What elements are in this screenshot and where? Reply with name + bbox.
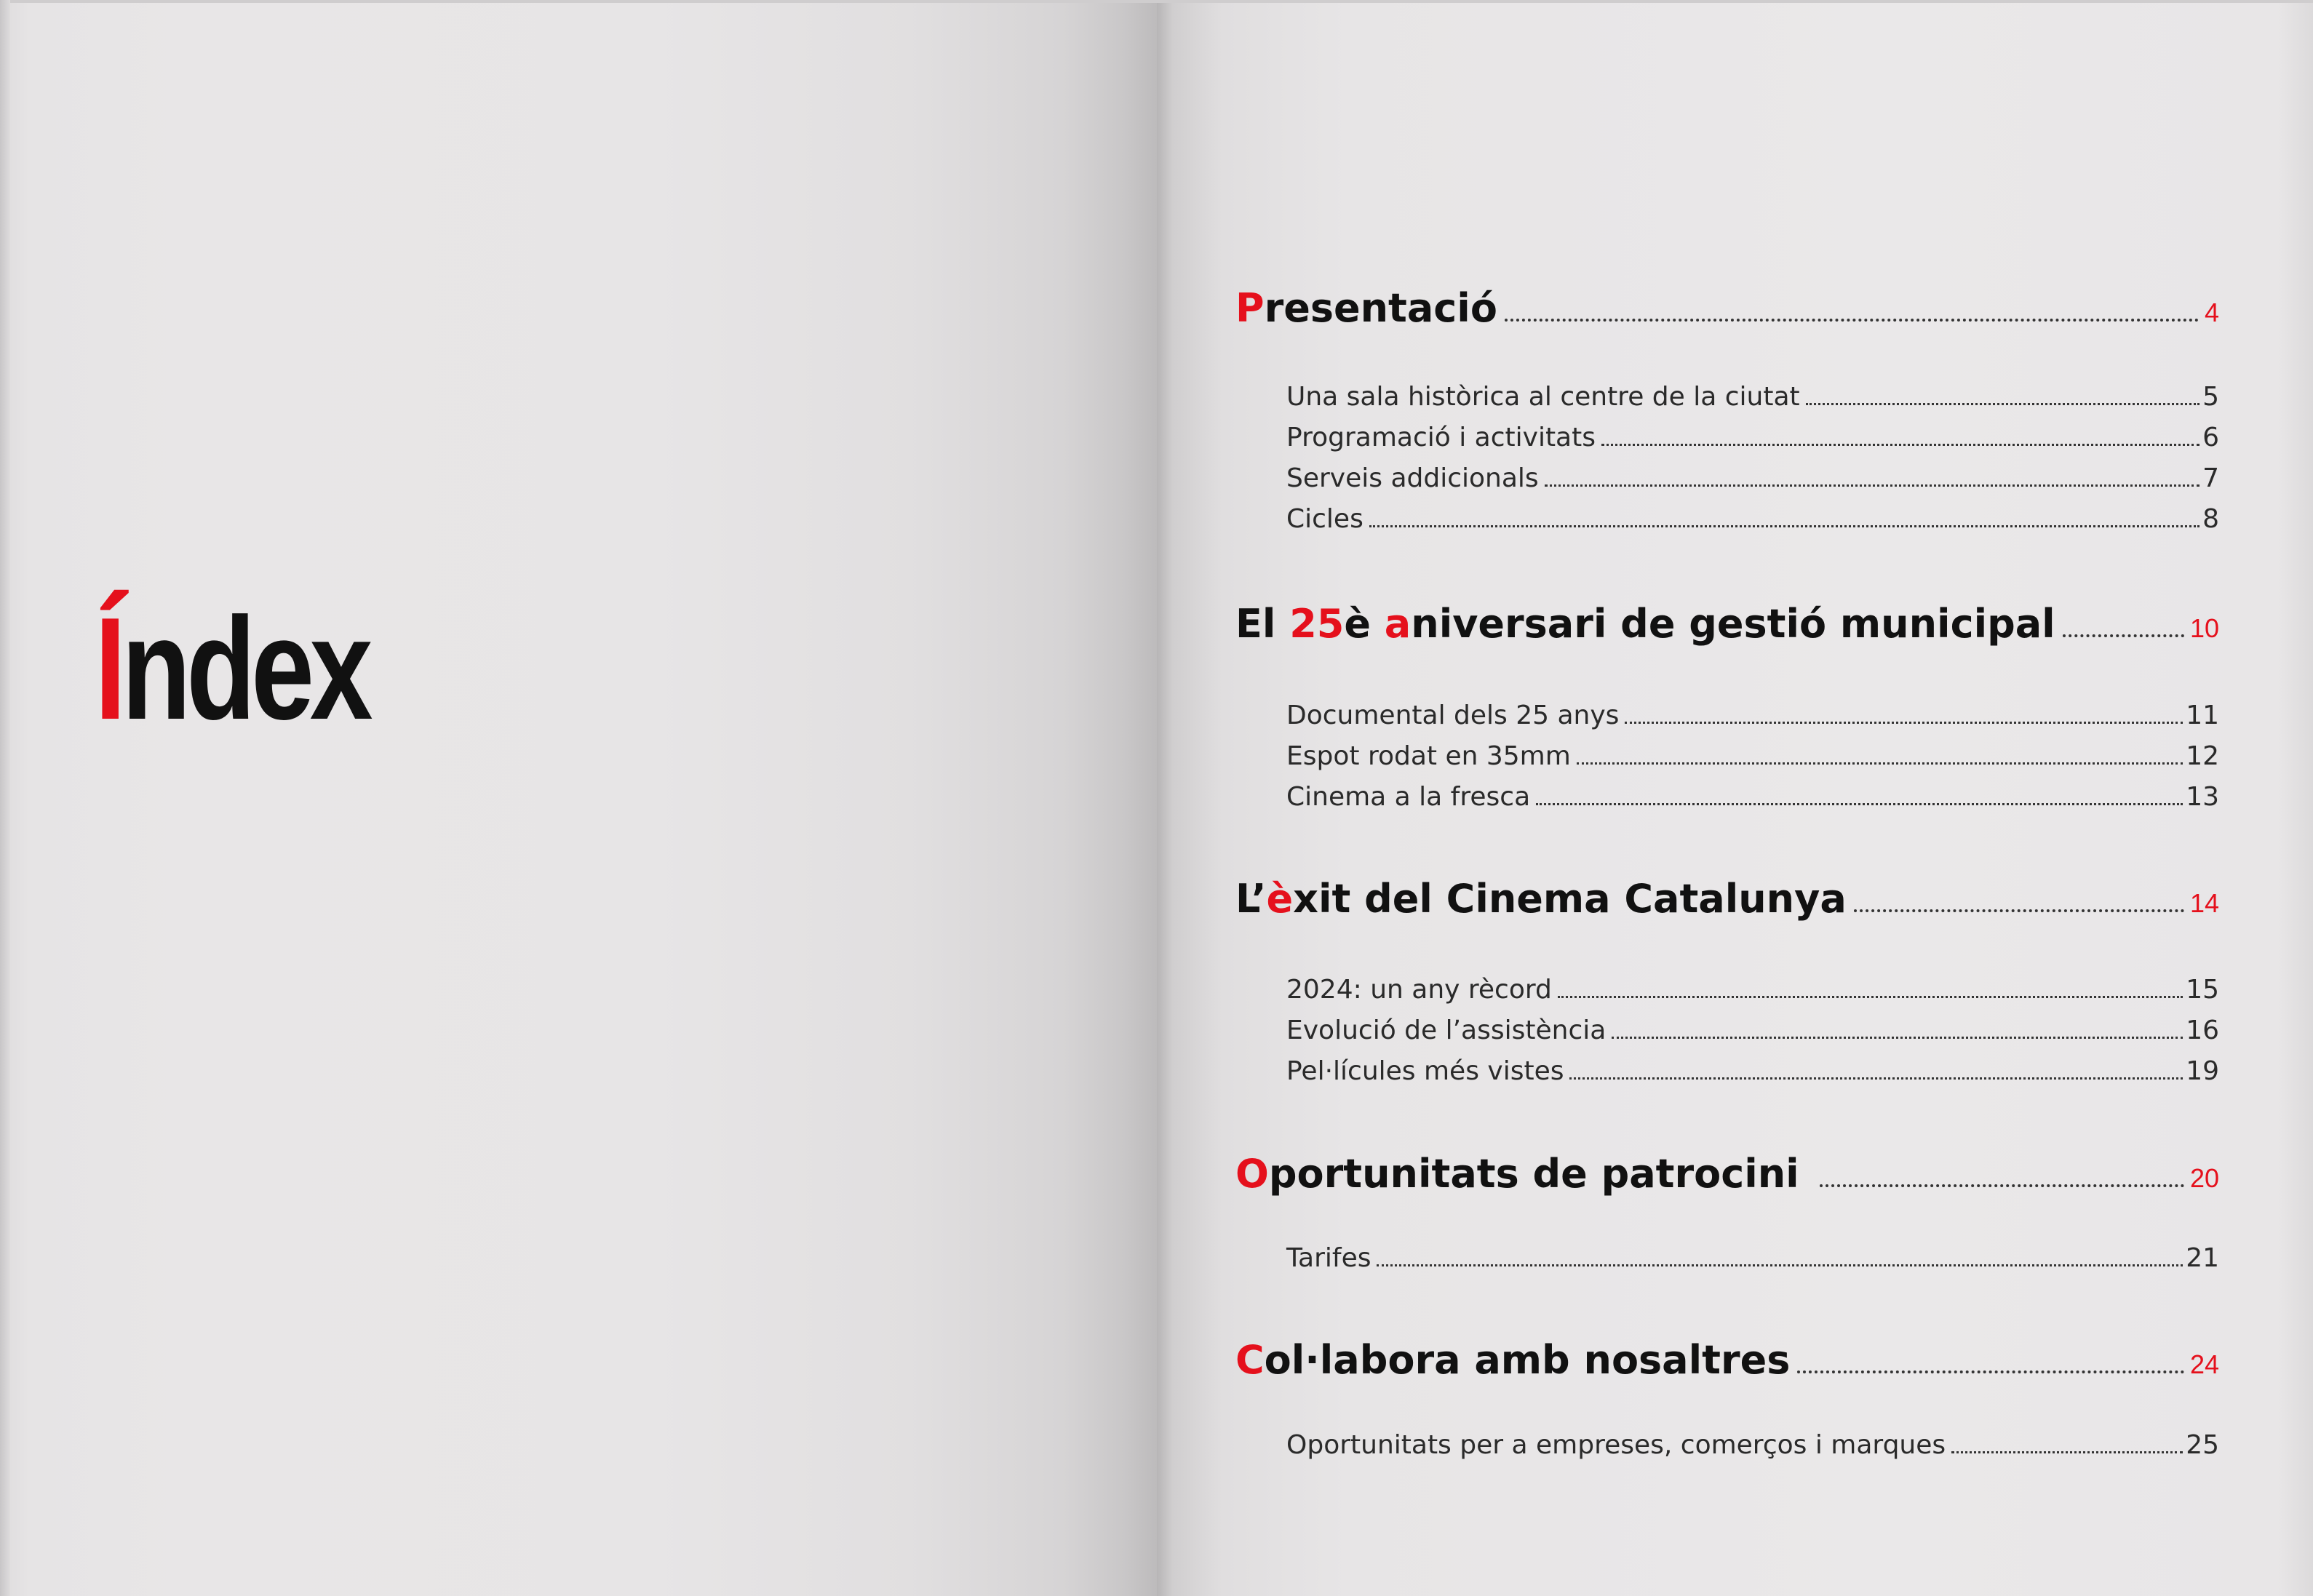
toc-entry-label: Evolució de l’assistència — [1286, 1016, 1607, 1045]
toc-heading[interactable] — [1235, 285, 2219, 331]
dot-leader — [1625, 722, 2183, 724]
toc-heading[interactable] — [1235, 876, 2219, 922]
toc-entry-page-number: 25 — [2186, 1430, 2219, 1460]
toc-entry-label: Programació i activitats — [1286, 423, 1596, 452]
dot-leader — [1951, 1451, 2183, 1453]
toc-entry-page-number: 21 — [2186, 1243, 2219, 1273]
toc-heading-title — [1235, 601, 2055, 647]
toc-entry-page-number: 19 — [2186, 1056, 2219, 1086]
heading-accent: P — [1235, 285, 1265, 331]
toc-entry-page-number: 6 — [2202, 423, 2219, 452]
dot-leader — [1806, 403, 2199, 405]
toc-entry-page-number: 15 — [2186, 975, 2219, 1005]
dot-leader — [2063, 634, 2184, 637]
dot-leader — [1601, 444, 2199, 446]
index-title-accent-letter: Í — [95, 588, 122, 750]
toc-entry[interactable] — [1286, 701, 2219, 730]
toc-entry-label: Documental dels 25 anys — [1286, 701, 1620, 730]
toc-entry[interactable] — [1286, 975, 2219, 1005]
toc-entry[interactable] — [1286, 423, 2219, 452]
dot-leader — [1569, 1077, 2183, 1080]
index-title-rest: ndex — [122, 588, 369, 750]
toc-entry-page-number: 11 — [2186, 701, 2219, 730]
dot-leader — [1545, 484, 2199, 487]
toc-heading-title — [1235, 1151, 1799, 1197]
toc-entry-page-number: 16 — [2186, 1016, 2219, 1045]
toc-entry-page-number: 12 — [2186, 741, 2219, 771]
toc-entry[interactable] — [1286, 1243, 2219, 1273]
heading-text: ol·labora amb nosaltres — [1264, 1337, 1791, 1383]
toc-heading-page-number: 4 — [2204, 298, 2219, 327]
toc-heading-page-number: 24 — [2189, 1349, 2219, 1379]
heading-text: portunitats de patrocini — [1268, 1151, 1799, 1197]
dot-leader — [1854, 909, 2184, 912]
toc-heading[interactable] — [1235, 1151, 2219, 1197]
toc-entry-page-number: 13 — [2186, 782, 2219, 812]
heading-accent: O — [1235, 1151, 1269, 1197]
dot-leader — [1820, 1184, 2184, 1187]
dot-leader — [1505, 319, 2199, 322]
toc-entry-label: Serveis addicionals — [1286, 463, 1539, 493]
toc-heading-title — [1235, 876, 1847, 922]
toc-heading-page-number: 14 — [2189, 888, 2219, 918]
heading-text: niversari de gestió municipal — [1411, 601, 2055, 647]
heading-text: L’ — [1235, 876, 1267, 922]
heading-accent: 25 — [1289, 601, 1345, 647]
toc-entry-label: Cinema a la fresca — [1286, 782, 1531, 812]
toc-entry-label: Oportunitats per a empreses, comerços i marques — [1286, 1430, 1946, 1460]
toc-heading-page-number: 20 — [2189, 1163, 2219, 1193]
toc-entry[interactable] — [1286, 741, 2219, 771]
toc-heading-title — [1235, 1337, 1790, 1383]
heading-text: El — [1235, 601, 1290, 647]
toc-entry[interactable] — [1286, 1430, 2219, 1460]
toc-heading[interactable] — [1235, 601, 2219, 647]
toc-entry[interactable] — [1286, 463, 2219, 493]
toc-entry-label: Una sala històrica al centre de la ciutat — [1286, 382, 1800, 412]
toc-entry-page-number: 5 — [2202, 382, 2219, 412]
heading-text: resentació — [1264, 285, 1497, 331]
heading-text: è — [1344, 601, 1385, 647]
dot-leader — [1536, 803, 2183, 805]
heading-accent: C — [1235, 1337, 1265, 1383]
toc-entry-label: Tarifes — [1286, 1243, 1372, 1273]
dot-leader — [1377, 1264, 2183, 1266]
toc-entry[interactable] — [1286, 1056, 2219, 1086]
heading-accent: a — [1384, 601, 1412, 647]
toc-entry[interactable] — [1286, 782, 2219, 812]
dot-leader — [1558, 996, 2183, 998]
toc-entry-label: 2024: un any rècord — [1286, 975, 1552, 1005]
toc-entry-label: Pel·lícules més vistes — [1286, 1056, 1564, 1086]
dot-leader — [1369, 525, 2199, 527]
toc-entry[interactable] — [1286, 504, 2219, 534]
toc-entry-label: Cicles — [1286, 504, 1363, 534]
heading-text: xit del Cinema Catalunya — [1293, 876, 1847, 922]
toc-entry[interactable] — [1286, 382, 2219, 412]
toc-entry-page-number: 7 — [2202, 463, 2219, 493]
toc-entry[interactable] — [1286, 1016, 2219, 1045]
heading-accent: è — [1266, 876, 1294, 922]
dot-leader — [1797, 1370, 2184, 1373]
dot-leader — [1612, 1037, 2183, 1039]
toc-entry-label: Espot rodat en 35mm — [1286, 741, 1571, 771]
toc-entry-page-number: 8 — [2202, 504, 2219, 534]
dot-leader — [1577, 762, 2183, 765]
toc-heading[interactable] — [1235, 1337, 2219, 1383]
toc-heading-title — [1235, 285, 1497, 331]
toc-heading-page-number: 10 — [2189, 613, 2219, 643]
